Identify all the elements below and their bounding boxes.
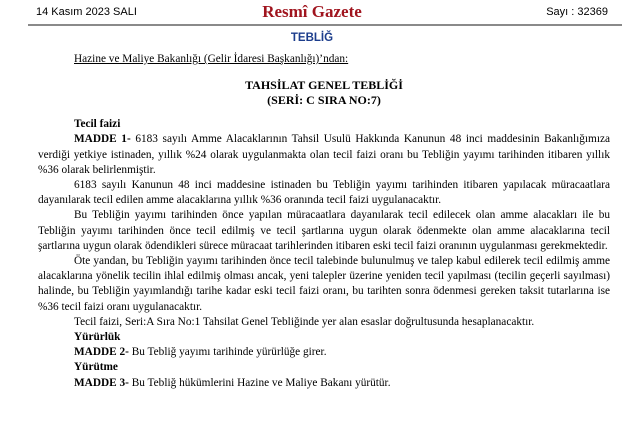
- document-title: TAHSİLAT GENEL TEBLİĞİ: [245, 78, 403, 93]
- issue-number: Sayı : 32369: [546, 6, 608, 18]
- article-3: [38, 376, 610, 391]
- article-1-text: 6183 sayılı Amme Alacaklarının Tahsil Usulü Hakkında Kanunun 48 inci maddesinin Bakanlığımıza verdiği yetkiye istinaden, yıllık %24 olarak uygulanmakta olan tecil faizi oranı bu Tebliğin yayımı tarihinden itibaren yıllık %36 olarak belirlenmiştir.: [38, 133, 610, 176]
- section-label: TEBLİĞ: [290, 32, 334, 44]
- article-1: [38, 132, 610, 178]
- gazette-title: Resmî Gazete: [262, 2, 362, 21]
- issuing-ministry: Hazine ve Maliye Bakanlığı (Gelir İdaresi Başkanlığı)’ndan:: [74, 53, 349, 65]
- article-2-text: Bu Tebliğ yayımı tarihinde yürürlüğe girer.: [128, 346, 327, 359]
- article-3-label: MADDE 3-: [74, 376, 129, 389]
- paragraph-5: Tecil faizi, Seri:A Sıra No:1 Tahsilat Genel Tebliğinde yer alan esaslar doğrultusunda hesaplanacaktır.: [74, 315, 535, 328]
- paragraph-4: Öte yandan, bu Tebliğin yayımı tarihinden önce tecil talebinde bulunulmuş ve talep kabul edilerek tecil edilmiş amme alacaklarına yönelik tecilin ihlal edilmiş olması ancak, yeni talepler üzerine yeniden tecil yapılması (tecilin geçerli sayılması) halinde, bu Tebliğin yayımlandığı tarihe kadar eski tecil faizi oranı, bu tarihten sonra ödenmesi gereken taksit tutarlarına ise %36 tecil faizi oranı uygulanacaktır.: [38, 255, 610, 313]
- heading-tecil-faizi: Tecil faizi: [74, 118, 121, 131]
- heading-yurutme: Yürütme: [74, 361, 118, 374]
- article-2: [38, 345, 610, 360]
- gazette-header: [0, 0, 624, 24]
- paragraph-3: Bu Tebliğin yayımı tarihinden önce yapılan müracaatlara dayanılarak tecil edilecek olan amme alacakları ile bu Tebliğin yayımı tarihinden önce tecil edilmiş ve tecil şartlarına uygun olarak ödenmekte olan amme alacaklarına tecil şartlarına uygun olarak ödendikleri sürece müracaat tarihlerinden itibaren eski tecil faizi oranının uygulanması gerekmektedir.: [38, 209, 610, 252]
- document-series: (SERİ: C SIRA NO:7): [267, 93, 381, 108]
- heading-yururluk: Yürürlük: [74, 331, 121, 344]
- article-1-label: MADDE 1-: [74, 133, 131, 146]
- paragraph-2: 6183 sayılı Kanunun 48 inci maddesine istinaden bu Tebliğin yayımı tarihinden itibaren yapılacak müracaatlara dayanılarak tecil edilen amme alacaklarına yıllık %36 oranında tecil faizi uygulanacaktır.: [38, 179, 610, 207]
- document-body: [38, 52, 610, 391]
- article-2-label: MADDE 2-: [74, 346, 129, 359]
- header-divider: [28, 24, 622, 26]
- article-3-text: Bu Tebliğ hükümlerini Hazine ve Maliye Bakanı yürütür.: [128, 376, 391, 389]
- publication-date: 14 Kasım 2023 SALI: [36, 6, 137, 18]
